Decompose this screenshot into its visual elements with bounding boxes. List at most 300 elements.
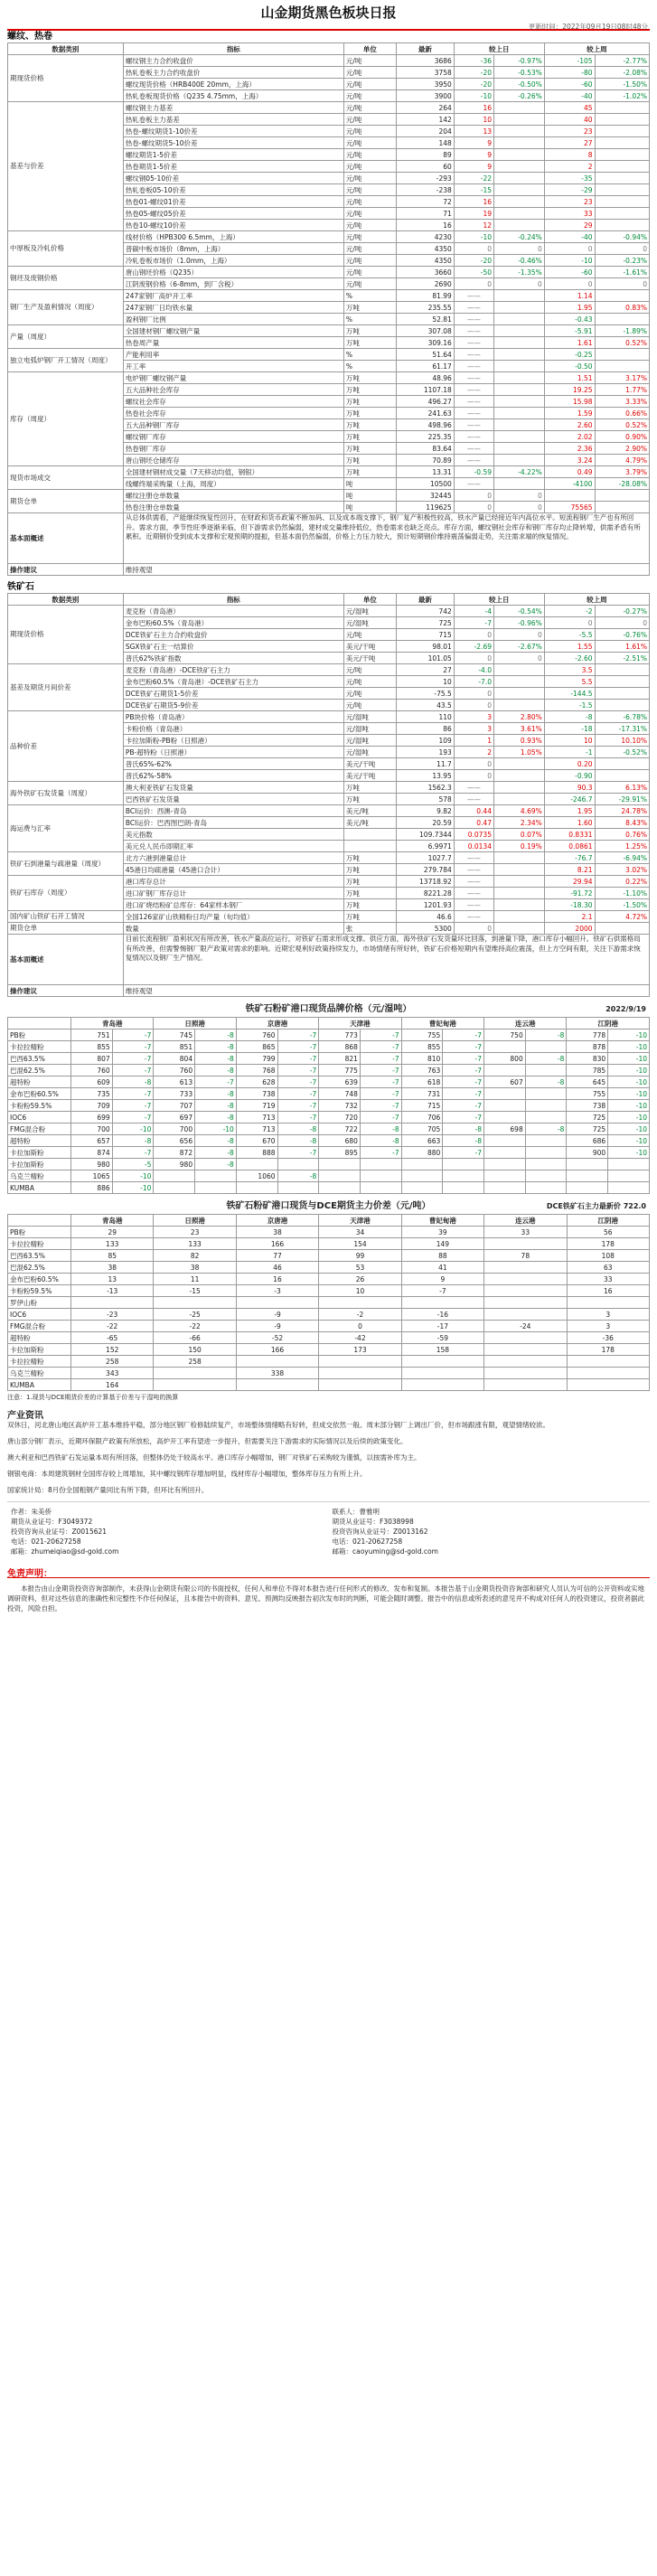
price-cell — [484, 1088, 526, 1100]
day-change-cell: 1 — [454, 735, 493, 747]
day-pct-cell — [493, 758, 544, 770]
steel-summary-text: 从总体供需看，产能继续恢复性回升，在财政和货币政策不断加码、以及成本端支撑下，钢厂复产积极性较高，铁水产量已经接近年内高位水平。短流程钢厂生产也有所回升。需求方面，季节性旺季逐渐来临，但下游需求仍然偏弱，建材成交量维持低位，热卷需求也缺乏亮点。库存方面，螺纹钢社会库存和钢厂库存均止降转增，供需矛盾有所累积。近期钢价受到成本支撑和宏观预期的提振，但基本面仍然偏弱，价格上方压力较大，预计短期钢价维持震荡偏弱走势，关注需求端的恢复情况。 — [123, 513, 649, 564]
table-row — [8, 325, 650, 337]
week-change-cell: 1.60 — [544, 817, 595, 829]
indicator-cell: 产能利用率 — [123, 349, 343, 361]
day-pct-cell — [493, 314, 544, 325]
indicator-cell: BCI运价：西澳-青岛 — [123, 805, 343, 817]
price-cell: 719 — [236, 1100, 277, 1112]
brand-cell: 卡粉粉59.5% — [8, 1100, 71, 1112]
day-pct-cell — [493, 782, 544, 794]
change-cell: -8 — [195, 1147, 237, 1159]
indicator-cell: 螺纹社会库存 — [123, 396, 343, 408]
section-iron-tag: 铁矿石 — [7, 582, 34, 592]
day-change-cell: -15 — [454, 184, 493, 196]
week-pct-cell — [595, 290, 649, 302]
unit-cell: 万吨 — [343, 888, 396, 899]
day-pct-cell — [493, 864, 544, 876]
unit-cell: 元/吨 — [343, 67, 396, 79]
week-change-cell: 3.24 — [544, 455, 595, 466]
change-cell: -7 — [277, 1112, 319, 1123]
change-cell: -10 — [195, 1123, 237, 1135]
price-cell: 821 — [319, 1053, 361, 1065]
port-header: 天津港 — [319, 1018, 401, 1029]
week-pct-cell: -1.50% — [595, 899, 649, 911]
change-cell — [608, 1159, 650, 1170]
change-cell: -8 — [360, 1135, 401, 1147]
price-cell: 738 — [567, 1100, 608, 1112]
unit-cell: 万吨 — [343, 384, 396, 396]
brand-cell: KUMBA — [8, 1182, 71, 1194]
indicator-cell: 热卷-螺纹期货1-10价差 — [123, 126, 343, 137]
week-change-cell: 1.59 — [544, 408, 595, 419]
day-change-cell: -50 — [454, 267, 493, 278]
price-cell: 763 — [401, 1065, 443, 1076]
day-change-cell: —— — [454, 314, 493, 325]
spread-cell: 10 — [319, 1285, 401, 1297]
latest-cell: 119625 — [396, 502, 454, 513]
table-row — [8, 1112, 650, 1123]
week-pct-cell: -29.91% — [595, 794, 649, 805]
unit-cell: 万吨 — [343, 864, 396, 876]
change-cell: -7 — [360, 1088, 401, 1100]
change-cell: -7 — [112, 1053, 154, 1065]
price-cell: 750 — [484, 1029, 526, 1041]
spread-cell: 133 — [154, 1238, 236, 1250]
spread-cell: 150 — [154, 1344, 236, 1356]
change-cell — [525, 1135, 567, 1147]
indicator-cell: PB块价格（青岛港） — [123, 711, 343, 723]
price-cell: 868 — [319, 1041, 361, 1053]
day-change-cell: —— — [454, 852, 493, 864]
spread-cell: -9 — [236, 1309, 318, 1321]
day-change-cell: —— — [454, 384, 493, 396]
spread-cell: 343 — [71, 1368, 154, 1379]
week-pct-cell: 0.83% — [595, 302, 649, 314]
unit-cell: 万吨 — [343, 466, 396, 478]
spread-cell: -7 — [401, 1285, 483, 1297]
price-cell: 760 — [236, 1029, 277, 1041]
change-cell: -8 — [360, 1123, 401, 1135]
latest-cell: 3686 — [396, 55, 454, 67]
unit-cell: 元/吨 — [343, 243, 396, 255]
latest-cell: -293 — [396, 173, 454, 184]
unit-cell: 万吨 — [343, 876, 396, 888]
unit-cell: 元/湿吨 — [343, 723, 396, 735]
price-cell: 628 — [236, 1076, 277, 1088]
price-cell: 707 — [154, 1100, 195, 1112]
category-cell: 国内矿山铁矿石开工情况 — [8, 911, 124, 923]
unit-cell: 吨 — [343, 490, 396, 502]
latest-cell: 70.89 — [396, 455, 454, 466]
spread-cell — [484, 1379, 567, 1391]
price-cell: 855 — [401, 1041, 443, 1053]
change-cell: -10 — [608, 1112, 650, 1123]
day-pct-cell: -0.96% — [493, 617, 544, 629]
spread-cell: -36 — [567, 1332, 649, 1344]
day-change-cell: —— — [454, 864, 493, 876]
week-pct-cell — [595, 664, 649, 676]
day-change-cell: 12 — [454, 220, 493, 231]
brand-cell: 金布巴粉60.5% — [8, 1274, 71, 1285]
change-cell: -7 — [443, 1065, 484, 1076]
week-change-cell: 23 — [544, 196, 595, 208]
disclaimer-text: 本报告由山金期货投资咨询部制作，未获得山金期货有限公司的书面授权，任何人和单位不得对本报告进行任何形式的修改、发布和复制。本报告基于山金期货投资咨询部和研究人员认为可信的公开资料或实地调研资料，但对这些信息的准确性和完整性不作任何保证，且本报告中的资料、意见、预测均反映报告初次发布时的判断，可能会随时调整。报告中的信息或所表述的意见并不构成对任何人的投资建议，投资者据此投资，风险自担。 — [7, 1584, 644, 1612]
day-pct-cell — [493, 349, 544, 361]
day-change-cell: 16 — [454, 102, 493, 114]
author-line: 邮箱：caoyuming@sd-gold.com — [332, 1547, 438, 1556]
change-cell: -10 — [608, 1065, 650, 1076]
unit-cell: 万吨 — [343, 782, 396, 794]
week-change-cell: 5.5 — [544, 676, 595, 688]
change-cell: -8 — [195, 1135, 237, 1147]
week-change-cell: -0.50 — [544, 361, 595, 372]
change-cell: -10 — [608, 1123, 650, 1135]
day-change-cell: 10 — [454, 114, 493, 126]
latest-cell: 3758 — [396, 67, 454, 79]
spread-cell: 3 — [567, 1321, 649, 1332]
day-pct-cell — [493, 794, 544, 805]
price-cell: 709 — [71, 1100, 113, 1112]
unit-cell: 元/吨 — [343, 208, 396, 220]
indicator-cell: DCE铁矿石主力合约收盘价 — [123, 629, 343, 641]
spread-cell: 149 — [401, 1238, 483, 1250]
change-cell: -7 — [112, 1147, 154, 1159]
spread-cell: 166 — [236, 1238, 318, 1250]
latest-cell: 71 — [396, 208, 454, 220]
latest-cell: 13718.92 — [396, 876, 454, 888]
week-pct-cell: -0.23% — [595, 255, 649, 267]
week-change-cell: -5.5 — [544, 629, 595, 641]
week-pct-cell: 3.17% — [595, 372, 649, 384]
table-row — [8, 1356, 650, 1368]
change-cell: -7 — [360, 1112, 401, 1123]
advice-label: 操作建议 — [8, 564, 124, 576]
latest-cell: 715 — [396, 629, 454, 641]
latest-cell: 101.05 — [396, 653, 454, 664]
latest-cell: 9.82 — [396, 805, 454, 817]
table-row — [8, 1053, 650, 1065]
day-change-cell: 0.47 — [454, 817, 493, 829]
day-pct-cell: 0 — [493, 490, 544, 502]
price-cell: 775 — [319, 1065, 361, 1076]
col-latest: 最新 — [396, 594, 454, 606]
unit-cell: 万吨 — [343, 852, 396, 864]
spread-cell — [401, 1379, 483, 1391]
spread-cell — [154, 1379, 236, 1391]
week-change-cell: -18.30 — [544, 899, 595, 911]
day-pct-cell: 1.05% — [493, 747, 544, 758]
week-change-cell: -0.43 — [544, 314, 595, 325]
spread-cell: 33 — [484, 1227, 567, 1238]
spread-cell: 29 — [71, 1227, 154, 1238]
day-pct-cell — [493, 899, 544, 911]
price-cell: 900 — [567, 1147, 608, 1159]
day-pct-cell — [493, 302, 544, 314]
latest-cell: 279.784 — [396, 864, 454, 876]
price-cell: 886 — [71, 1182, 113, 1194]
steel-advice-row — [8, 564, 650, 576]
week-pct-cell: 6.13% — [595, 782, 649, 794]
price-cell: 725 — [567, 1123, 608, 1135]
price-cell: 607 — [484, 1076, 526, 1088]
change-cell — [443, 1159, 484, 1170]
price-cell: 810 — [401, 1053, 443, 1065]
week-pct-cell: -1.61% — [595, 267, 649, 278]
day-change-cell: 0 — [454, 770, 493, 782]
change-cell — [443, 1170, 484, 1182]
unit-cell: 元/吨 — [343, 700, 396, 711]
day-pct-cell — [493, 208, 544, 220]
day-change-cell: —— — [454, 408, 493, 419]
week-pct-cell: -2.08% — [595, 67, 649, 79]
day-change-cell: —— — [454, 431, 493, 443]
day-change-cell: -20 — [454, 255, 493, 267]
change-cell: -8 — [195, 1112, 237, 1123]
steel-advice-text: 维持观望 — [123, 564, 649, 576]
week-pct-cell — [595, 758, 649, 770]
week-pct-cell — [595, 184, 649, 196]
authors-block — [7, 1501, 650, 1556]
table-row — [8, 1123, 650, 1135]
indicator-cell: 热卷01-螺纹01价差 — [123, 196, 343, 208]
indicator-cell: 港口库存总计 — [123, 876, 343, 888]
spread-cell: 99 — [319, 1250, 401, 1262]
latest-cell: 48.96 — [396, 372, 454, 384]
indicator-cell: PB-超特粉（日照港） — [123, 747, 343, 758]
week-change-cell: -5.91 — [544, 325, 595, 337]
day-change-cell: -4.0 — [454, 664, 493, 676]
spread-cell — [319, 1368, 401, 1379]
indicator-cell: 澳大利亚铁矿石发货量 — [123, 782, 343, 794]
spread-cell: -16 — [401, 1309, 483, 1321]
indicator-cell: 五大品种钢厂库存 — [123, 419, 343, 431]
day-pct-cell — [493, 361, 544, 372]
day-pct-cell — [493, 173, 544, 184]
indicator-cell: 金布巴粉60.5%（青岛港） — [123, 617, 343, 629]
week-change-cell: 2000 — [544, 923, 595, 935]
port-header: 连云港 — [484, 1215, 567, 1227]
week-pct-cell: -1.50% — [595, 79, 649, 90]
day-pct-cell — [493, 102, 544, 114]
day-change-cell: 0.0134 — [454, 841, 493, 852]
price-cell: 713 — [236, 1112, 277, 1123]
price-cell: 760 — [71, 1065, 113, 1076]
latest-cell: 10500 — [396, 478, 454, 490]
day-pct-cell — [493, 408, 544, 419]
day-change-cell: —— — [454, 899, 493, 911]
day-change-cell: —— — [454, 396, 493, 408]
change-cell — [525, 1065, 567, 1076]
spread-cell — [236, 1297, 318, 1309]
week-change-cell: 19.25 — [544, 384, 595, 396]
indicator-cell: 卡拉加斯粉-PB粉（日照港） — [123, 735, 343, 747]
latest-cell: 13.31 — [396, 466, 454, 478]
week-pct-cell: 2.90% — [595, 443, 649, 455]
latest-cell: -75.5 — [396, 688, 454, 700]
brand-cell: PB粉 — [8, 1227, 71, 1238]
indicator-cell: 进口矿烧结粉矿总库存：64家样本钢厂 — [123, 899, 343, 911]
price-cell: 755 — [401, 1029, 443, 1041]
price-cell: 878 — [567, 1041, 608, 1053]
week-pct-cell — [595, 208, 649, 220]
day-change-cell: 0 — [454, 700, 493, 711]
spread-cell — [484, 1238, 567, 1250]
unit-cell: 元/吨 — [343, 278, 396, 290]
port-header: 京唐港 — [236, 1018, 318, 1029]
spread-cell — [484, 1262, 567, 1274]
indicator-cell: 数量 — [123, 923, 343, 935]
change-cell: -7 — [443, 1076, 484, 1088]
price-cell: 874 — [71, 1147, 113, 1159]
spread-cell: -42 — [319, 1332, 401, 1344]
latest-cell: 1201.93 — [396, 899, 454, 911]
week-change-cell: 33 — [544, 208, 595, 220]
spread-cell: 152 — [71, 1344, 154, 1356]
price-cell: 731 — [401, 1088, 443, 1100]
change-cell: -8 — [195, 1029, 237, 1041]
day-change-cell: -7.0 — [454, 676, 493, 688]
latest-cell: 225.35 — [396, 431, 454, 443]
change-cell: -10 — [608, 1029, 650, 1041]
change-cell: -7 — [443, 1088, 484, 1100]
spread-cell: -15 — [154, 1285, 236, 1297]
col-category: 数据类别 — [8, 594, 124, 606]
spread-cell — [567, 1368, 649, 1379]
week-change-cell: 1.55 — [544, 641, 595, 653]
news-item: 双休日，河北唐山地区高炉开工基本维持平稳，部分地区钢厂检修陆续复产，市场整体情绪略有好转，但成交依然一般。周末部分钢厂上调出厂价，但市场跟涨有限，观望情绪较浓。 — [7, 1421, 549, 1429]
indicator-cell: 普氏62%铁矿指数 — [123, 653, 343, 664]
change-cell: -8 — [195, 1159, 237, 1170]
week-pct-cell: 0.52% — [595, 337, 649, 349]
day-pct-cell — [493, 455, 544, 466]
day-pct-cell: -2.67% — [493, 641, 544, 653]
indicator-cell: 金布巴粉60.5%（青岛港）-DCE铁矿石主力 — [123, 676, 343, 688]
day-pct-cell — [493, 888, 544, 899]
day-change-cell: 0.44 — [454, 805, 493, 817]
price-cell: 865 — [236, 1041, 277, 1053]
iron-summary-text: 目前长流程钢厂盈利状况有所改善，铁水产量高位运行，对铁矿石需求形成支撑。供应方面，海外铁矿石发货量环比回落，到港量下降，港口库存小幅回升。铁矿石供需格局有所改善，但需警惕钢厂限产政策对需求的影响。近期宏观利好政策持续发力，市场情绪有所好转，铁矿石价格短期内有望维持高位震荡，但上方空间有限，关注下游需求恢复情况以及钢厂生产情况。 — [123, 935, 649, 985]
week-change-cell: 15.98 — [544, 396, 595, 408]
port-spread-title-text: 铁矿石粉矿港口现货与DCE期货主力价差（元/吨） — [226, 1201, 431, 1211]
table-row — [8, 1041, 650, 1053]
spread-cell: 53 — [319, 1262, 401, 1274]
day-change-cell: 0 — [454, 278, 493, 290]
day-pct-cell: 0.93% — [493, 735, 544, 747]
unit-cell — [343, 829, 396, 841]
spread-cell: 26 — [319, 1274, 401, 1285]
unit-cell: 元/吨 — [343, 196, 396, 208]
price-cell: 680 — [319, 1135, 361, 1147]
week-pct-cell — [595, 314, 649, 325]
table-row — [8, 1076, 650, 1088]
indicator-cell: 热轧卷板主力基差 — [123, 114, 343, 126]
category-cell: 库存（周度） — [8, 372, 124, 466]
port-price-date: 2022/9/19 — [605, 1005, 646, 1013]
price-cell — [154, 1170, 195, 1182]
day-change-cell: 0 — [454, 688, 493, 700]
table-row — [8, 1238, 650, 1250]
change-cell: -7 — [277, 1065, 319, 1076]
change-cell: -5 — [112, 1159, 154, 1170]
week-change-cell: 90.3 — [544, 782, 595, 794]
unit-cell: 元/吨 — [343, 149, 396, 161]
indicator-cell: 热轧卷板主力合约收盘价 — [123, 67, 343, 79]
change-cell: -7 — [443, 1112, 484, 1123]
spread-cell: -17 — [401, 1321, 483, 1332]
week-change-cell: 45 — [544, 102, 595, 114]
brand-cell: 卡拉加斯粉 — [8, 1147, 71, 1159]
unit-cell: 万吨 — [343, 302, 396, 314]
week-change-cell: 1.95 — [544, 302, 595, 314]
day-change-cell: —— — [454, 782, 493, 794]
day-pct-cell: -0.46% — [493, 255, 544, 267]
price-cell — [484, 1147, 526, 1159]
table-row — [8, 911, 650, 923]
col-category: 数据类别 — [8, 43, 124, 55]
disclaimer-title: 免责声明： — [7, 1565, 650, 1578]
indicator-cell: 麦克粉（青岛港）-DCE铁矿石主力 — [123, 664, 343, 676]
week-pct-cell: 0.52% — [595, 419, 649, 431]
week-change-cell: 0.49 — [544, 466, 595, 478]
indicator-cell: 盈利钢厂比例 — [123, 314, 343, 325]
report-title: 山金期货黑色板块日报 — [260, 5, 397, 21]
table-row — [8, 1379, 650, 1391]
table-row — [8, 782, 650, 794]
brand-cell: 金布巴粉60.5% — [8, 1088, 71, 1100]
table-row — [8, 711, 650, 723]
spread-cell: 38 — [236, 1227, 318, 1238]
brand-cell: 巴西63.5% — [8, 1053, 71, 1065]
change-cell: -7 — [277, 1076, 319, 1088]
day-pct-cell — [493, 770, 544, 782]
unit-cell: 万吨 — [343, 911, 396, 923]
week-change-cell: -2 — [544, 606, 595, 617]
spread-cell: 16 — [567, 1285, 649, 1297]
latest-cell: 46.6 — [396, 911, 454, 923]
latest-cell: 13.95 — [396, 770, 454, 782]
indicator-cell: 开工率 — [123, 361, 343, 372]
price-cell: 745 — [154, 1029, 195, 1041]
week-pct-cell: 0.90% — [595, 431, 649, 443]
indicator-cell: 热轧卷板05-10价差 — [123, 184, 343, 196]
indicator-cell: 螺纹钢主力合约收盘价 — [123, 55, 343, 67]
spread-cell: 166 — [236, 1344, 318, 1356]
price-cell — [484, 1112, 526, 1123]
latest-cell: 5300 — [396, 923, 454, 935]
price-cell: 778 — [567, 1029, 608, 1041]
week-change-cell: 23 — [544, 126, 595, 137]
category-cell: 现货市场成交 — [8, 466, 124, 490]
price-cell: 880 — [401, 1147, 443, 1159]
price-cell: 720 — [319, 1112, 361, 1123]
indicator-cell: 螺纹钢厂库存 — [123, 431, 343, 443]
day-pct-cell: 2.80% — [493, 711, 544, 723]
week-change-cell: -0.90 — [544, 770, 595, 782]
unit-cell: 美元/吨 — [343, 805, 396, 817]
week-change-cell: 10 — [544, 735, 595, 747]
day-pct-cell: -0.26% — [493, 90, 544, 102]
spread-cell: 38 — [71, 1262, 154, 1274]
change-cell: -7 — [277, 1088, 319, 1100]
price-cell: 725 — [567, 1112, 608, 1123]
category-cell: 海运费与汇率 — [8, 805, 124, 852]
change-cell: -10 — [112, 1182, 154, 1194]
price-cell — [154, 1182, 195, 1194]
indicator-cell: 线螺终端采购量（上海，周度） — [123, 478, 343, 490]
day-pct-cell — [493, 396, 544, 408]
day-pct-cell: 0.19% — [493, 841, 544, 852]
